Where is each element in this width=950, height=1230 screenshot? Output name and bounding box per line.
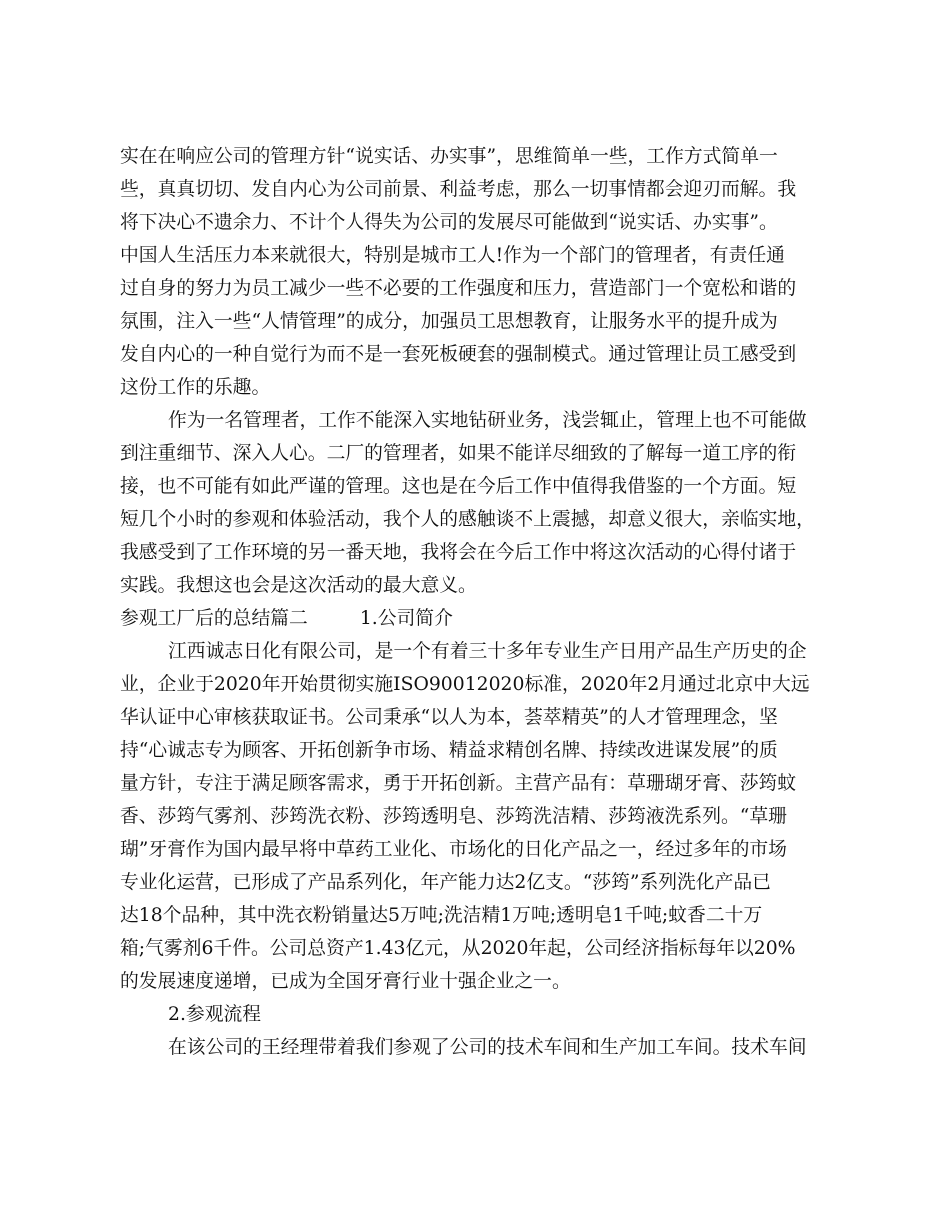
paragraph-line: 江西诚志日化有限公司，是一个有着三十多年专业生产日用产品生产历史的企 — [168, 641, 807, 662]
paragraph-line: 专业化运营，已形成了产品系列化，年产能力达2亿支。“莎筠”系列洗化产品已 — [120, 872, 771, 893]
paragraph-line: 量方针，专注于满足顾客需求，勇于开拓创新。主营产品有：草珊瑚牙膏、莎筠蚊 — [120, 773, 797, 794]
paragraph-line: 发自内心的一种自觉行为而不是一套死板硬套的强制模式。通过管理让员工感受到 — [120, 344, 797, 365]
section-heading — [120, 608, 453, 630]
paragraph-line: 持“心诚志专为顾客、开拓创新争市场、精益求精创名牌、持续改进谋发展”的质 — [120, 740, 778, 761]
paragraph-line: 接，也不可能有如此严谨的管理。这也是在今后工作中值得我借鉴的一个方面。短 — [120, 476, 797, 497]
paragraph-line: 香、莎筠气雾剂、莎筠洗衣粉、莎筠透明皂、莎筠洗洁精、莎筠液洗系列。“草珊 — [120, 806, 787, 827]
paragraph-line: 氛围，注入一些“人情管理”的成分，加强员工思想教育，让服务水平的提升成为 — [120, 311, 778, 332]
paragraph-line: 实践。我想这也会是这次活动的最大意义。 — [120, 575, 477, 596]
paragraph-line: 的发展速度递增，已成为全国牙膏行业十强企业之一。 — [120, 971, 571, 992]
paragraph-line: 业，企业于2020年开始贯彻实施ISO90012020标准，2020年2月通过北京中大远 — [120, 674, 810, 695]
paragraph-line: 达18个品种，其中洗衣粉销量达5万吨;洗洁精1万吨;透明皂1千吨;蚊香二十万 — [120, 905, 763, 926]
paragraph-line: 过自身的努力为员工减少一些不必要的工作强度和压力，营造部门一个宽松和谐的 — [120, 278, 797, 299]
paragraph-line: 华认证中心审核获取证书。公司秉承“以人为本，荟萃精英”的人才管理理念，坚 — [120, 707, 778, 728]
paragraph-line: 我感受到了工作环境的另一番天地，我将会在今后工作中将这次活动的心得付诸于 — [120, 542, 797, 563]
paragraph-line: 实在在响应公司的管理方针“说实话、办实事”，思维简单一些，工作方式简单一 — [120, 146, 778, 167]
paragraph-line: 短几个小时的参观和体验活动，我个人的感触谈不上震撼，却意义很大，亲临实地， — [120, 509, 815, 530]
paragraph-line: 在该公司的王经理带着我们参观了公司的技术车间和生产加工车间。技术车间 — [168, 1037, 807, 1058]
subsection-heading: 1.公司简介 — [359, 608, 453, 629]
paragraph-line: 作为一名管理者，工作不能深入实地钻研业务，浅尝辄止，管理上也不可能做 — [168, 410, 807, 431]
section-title: 参观工厂后的总结篇二 — [120, 608, 308, 629]
paragraph-line: 箱;气雾剂6千件。公司总资产1.43亿元，从2020年起，公司经济指标每年以20% — [120, 938, 796, 959]
paragraph-line: 中国人生活压力本来就很大，特别是城市工人!作为一个部门的管理者，有责任通 — [120, 245, 785, 266]
paragraph-line: 些，真真切切、发自内心为公司前景、利益考虑，那么一切事情都会迎刃而解。我 — [120, 179, 797, 200]
subsection-heading: 2.参观流程 — [168, 1004, 262, 1025]
paragraph-line: 瑚”牙膏作为国内最早将中草药工业化、市场化的日化产品之一，经过多年的市场 — [120, 839, 787, 860]
paragraph-line: 将下决心不遗余力、不计个人得失为公司的发展尽可能做到“说实话、办实事”。 — [120, 212, 778, 233]
paragraph-line: 这份工作的乐趣。 — [120, 377, 271, 398]
paragraph-line: 到注重细节、深入人心。二厂的管理者，如果不能详尽细致的了解每一道工序的衔 — [120, 443, 797, 464]
